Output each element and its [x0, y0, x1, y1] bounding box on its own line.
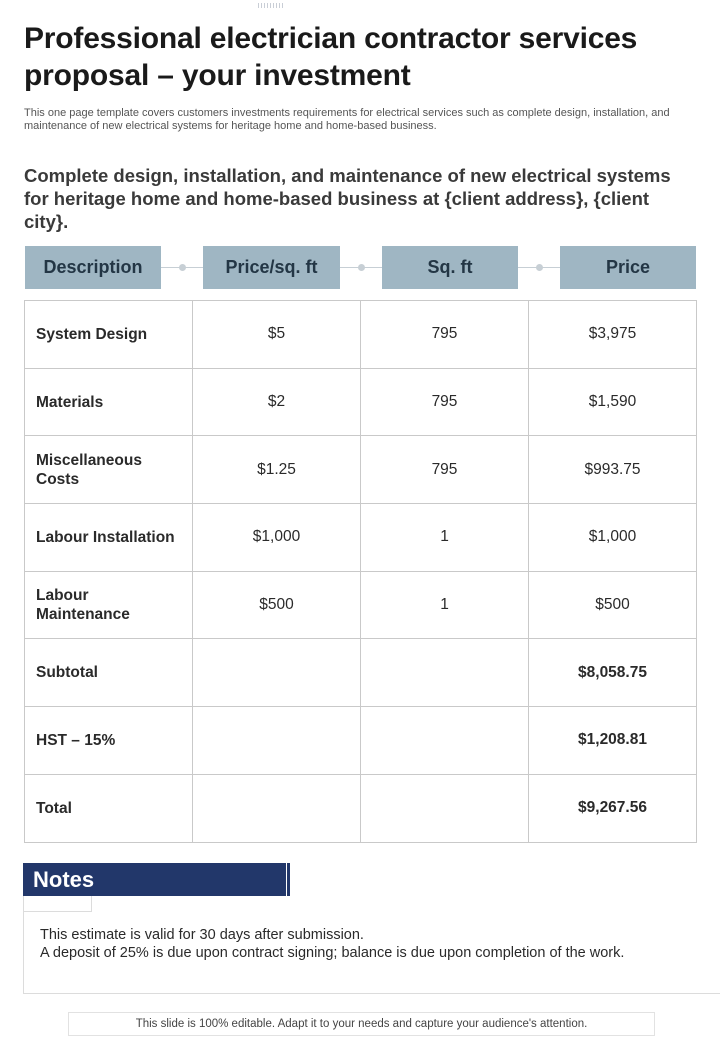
notes-heading: Notes — [23, 863, 286, 896]
row-description: System Design — [25, 301, 193, 369]
row-price-per-sqft: $5 — [193, 301, 361, 369]
empty-cell — [193, 774, 361, 842]
row-price-per-sqft: $1.25 — [193, 436, 361, 504]
row-price: $1,000 — [529, 504, 697, 572]
row-description — [25, 436, 193, 504]
notes-line-1: This estimate is valid for 30 days after submission. — [40, 927, 364, 943]
table-row — [25, 436, 697, 504]
row-price-per-sqft: $1,000 — [193, 504, 361, 572]
table-header-row — [25, 246, 696, 289]
cost-table — [24, 300, 697, 843]
connector-dot — [179, 264, 186, 271]
connector-dot — [536, 264, 543, 271]
subtotal-label: Subtotal — [25, 639, 193, 707]
subtotal-row — [25, 639, 697, 707]
empty-cell — [361, 707, 529, 775]
footer-note: This slide is 100% editable. Adapt it to your needs and capture your audience's attention. — [68, 1012, 655, 1036]
row-sqft: 795 — [361, 368, 529, 436]
notes-body — [40, 926, 640, 962]
labour-line-1: Labour — [36, 587, 89, 605]
connector-dot — [358, 264, 365, 271]
empty-cell — [193, 707, 361, 775]
header-sqft: Sq. ft — [382, 246, 518, 289]
header-connector — [340, 267, 382, 268]
total-row — [25, 774, 697, 842]
row-description — [25, 571, 193, 639]
header-price-per-sqft: Price/sq. ft — [203, 246, 340, 289]
empty-cell — [193, 639, 361, 707]
misc-line-1: Miscellaneous — [36, 451, 142, 469]
decorative-marks — [258, 3, 284, 8]
tax-label: HST – 15% — [25, 707, 193, 775]
row-sqft: 795 — [361, 301, 529, 369]
labour-line-2: Maintenance — [36, 606, 130, 624]
tax-value: $1,208.81 — [529, 707, 697, 775]
empty-cell — [361, 774, 529, 842]
row-description: Materials — [25, 368, 193, 436]
row-sqft: 1 — [361, 571, 529, 639]
table-row — [25, 301, 697, 369]
table-row — [25, 571, 697, 639]
notes-line-2: A deposit of 25% is due upon contract signing; balance is due upon completion of the work. — [40, 945, 625, 961]
table-row — [25, 504, 697, 572]
row-price: $500 — [529, 571, 697, 639]
total-label: Total — [25, 774, 193, 842]
tax-row — [25, 707, 697, 775]
subtotal-value: $8,058.75 — [529, 639, 697, 707]
row-sqft: 1 — [361, 504, 529, 572]
total-value: $9,267.56 — [529, 774, 697, 842]
misc-line-2: Costs — [36, 470, 80, 488]
page-title: Professional electrician contractor services proposal – your investment — [24, 22, 638, 92]
row-price: $1,590 — [529, 368, 697, 436]
header-connector — [161, 267, 203, 268]
row-price-per-sqft: $2 — [193, 368, 361, 436]
row-sqft: 795 — [361, 436, 529, 504]
header-connector — [518, 267, 560, 268]
intro-paragraph: This one page template covers customers investments requirements for electrical services such as complete design, installation, and maintenance of new electrical systems for heritage home and home-based business. — [24, 107, 670, 132]
row-price-per-sqft: $500 — [193, 571, 361, 639]
row-price: $3,975 — [529, 301, 697, 369]
notes-heading-accent — [287, 863, 290, 896]
notes-tab-outline — [23, 896, 92, 912]
header-price: Price — [560, 246, 696, 289]
scope-statement: Complete design, installation, and maintenance of new electrical systems for heritage home and home-based business at {client address}, {client city}. — [24, 165, 671, 232]
row-description: Labour Installation — [25, 504, 193, 572]
row-price: $993.75 — [529, 436, 697, 504]
empty-cell — [361, 639, 529, 707]
header-description: Description — [25, 246, 161, 289]
table-row — [25, 368, 697, 436]
